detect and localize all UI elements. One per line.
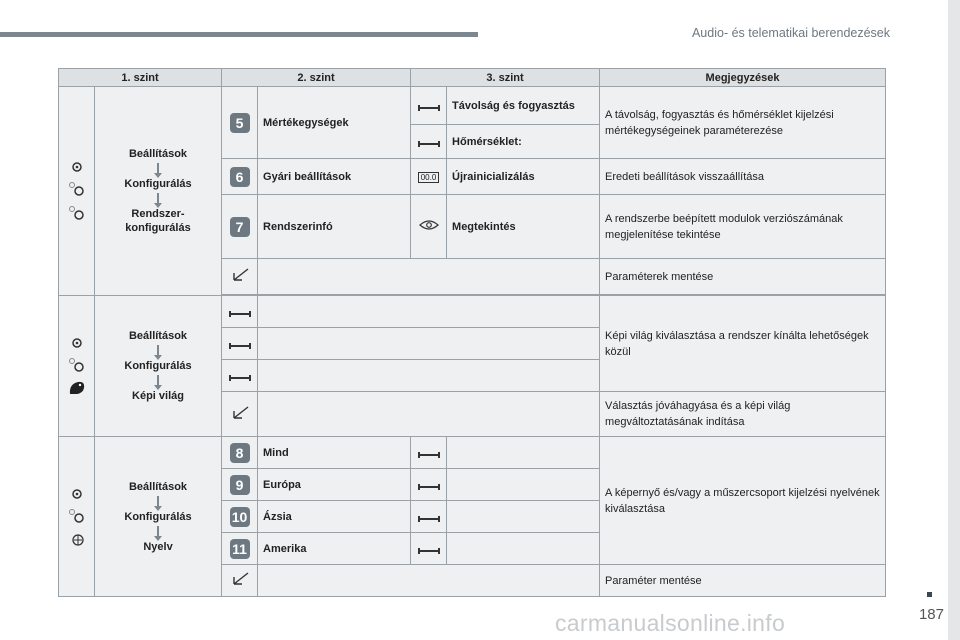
gear-icon bbox=[67, 507, 87, 525]
note: A távolság, fogyasztás és hőmérséklet kijelzési mértékegységeinek paraméterezése bbox=[600, 87, 886, 159]
table-row bbox=[59, 437, 886, 469]
note: Képi világ kiválasztása a rendszer kínálta lehetőségek közül bbox=[600, 296, 886, 392]
settings-table bbox=[58, 68, 886, 597]
option-icon bbox=[418, 486, 440, 488]
table-row bbox=[59, 296, 886, 328]
option-icon bbox=[229, 377, 251, 379]
level3-label: Távolság és fogyasztás bbox=[447, 87, 600, 125]
note: Választás jóváhagyása és a képi világ megváltoztatásának indítása bbox=[600, 392, 886, 437]
level2-label: Ázsia bbox=[258, 501, 411, 533]
number-badge: 9 bbox=[230, 475, 250, 495]
group3-hierarchy: Beállítások Konfigurálás Nyelv bbox=[95, 437, 222, 597]
gear-icon bbox=[70, 487, 84, 501]
page-marker bbox=[927, 592, 932, 597]
number-badge: 10 bbox=[230, 507, 250, 527]
back-arrow-icon bbox=[230, 571, 250, 587]
back-arrow-icon bbox=[230, 405, 250, 421]
level2-label: Rendszerinfó bbox=[258, 195, 411, 259]
level2-label: Mind bbox=[258, 437, 411, 469]
option-icon bbox=[418, 107, 440, 109]
option-icon bbox=[418, 454, 440, 456]
gear-icon bbox=[70, 160, 84, 174]
group3-icons bbox=[59, 437, 95, 597]
number-badge: 7 bbox=[230, 217, 250, 237]
note: Paraméterek mentése bbox=[600, 259, 886, 295]
note: Eredeti beállítások visszaállítása bbox=[600, 159, 886, 195]
level2-label: Amerika bbox=[258, 533, 411, 565]
option-icon bbox=[229, 313, 251, 315]
level3-label: Megtekintés bbox=[447, 195, 600, 259]
eye-icon bbox=[419, 219, 439, 231]
note: Paraméter mentése bbox=[600, 565, 886, 597]
gear-icon bbox=[67, 356, 87, 374]
table-row bbox=[59, 87, 886, 125]
gear-icon bbox=[67, 180, 87, 198]
gear-icon bbox=[70, 336, 84, 350]
group2-icons bbox=[59, 296, 95, 437]
level2-label: Gyári beállítások bbox=[258, 159, 411, 195]
table-header-row bbox=[59, 69, 886, 87]
back-arrow-icon bbox=[230, 267, 250, 283]
number-badge: 6 bbox=[230, 167, 250, 187]
note: A rendszerbe beépített modulok verziószámának megjelenítése tekintése bbox=[600, 195, 886, 259]
group1-icons bbox=[59, 87, 95, 296]
level3-label: Hőmérséklet: bbox=[447, 125, 600, 159]
group1-hierarchy: Beállítások Konfigurálás Rendszer- konfigurálás bbox=[95, 87, 222, 296]
option-icon bbox=[418, 143, 440, 145]
col-header-level3: 3. szint bbox=[411, 69, 600, 87]
option-icon bbox=[229, 345, 251, 347]
gear-icon bbox=[67, 204, 87, 222]
number-badge: 11 bbox=[230, 539, 250, 559]
page-number: 187 bbox=[918, 606, 944, 623]
col-header-level1: 1. szint bbox=[59, 69, 222, 87]
note: A képernyő és/vagy a műszercsoport kijelzési nyelvének kiválasztása bbox=[600, 437, 886, 565]
palette-icon bbox=[68, 380, 86, 396]
level2-label: Mértékegységek bbox=[258, 87, 411, 159]
number-badge: 5 bbox=[230, 113, 250, 133]
header-bar bbox=[0, 32, 478, 37]
col-header-level2: 2. szint bbox=[222, 69, 411, 87]
level2-label: Európa bbox=[258, 469, 411, 501]
level3-label: Újrainicializálás bbox=[447, 159, 600, 195]
watermark: carmanualsonline.info bbox=[555, 610, 786, 636]
col-header-notes: Megjegyzések bbox=[600, 69, 886, 87]
option-icon bbox=[418, 518, 440, 520]
page-edge-bar bbox=[948, 0, 960, 640]
number-badge: 8 bbox=[230, 443, 250, 463]
group2-hierarchy: Beállítások Konfigurálás Képi világ bbox=[95, 296, 222, 437]
language-icon bbox=[68, 531, 86, 547]
option-icon bbox=[418, 550, 440, 552]
section-title: Audio- és telematikai berendezések bbox=[691, 26, 890, 40]
reset-icon: 00.0 bbox=[418, 172, 440, 183]
